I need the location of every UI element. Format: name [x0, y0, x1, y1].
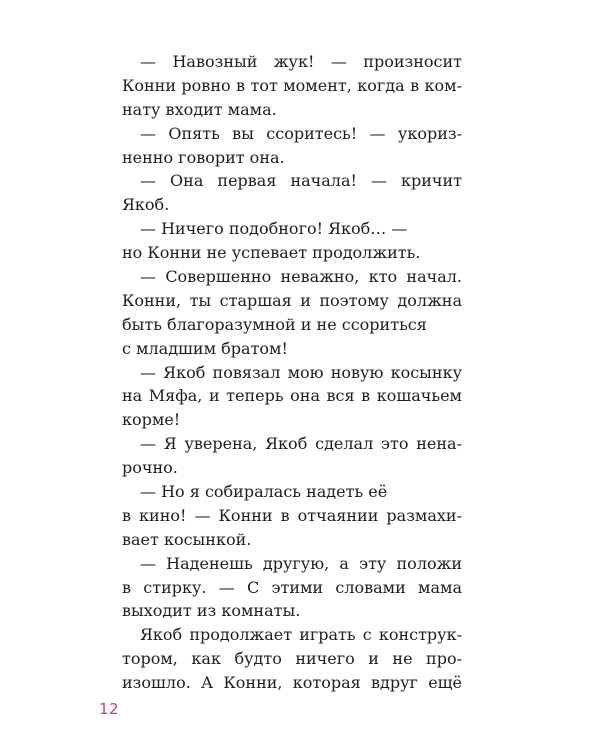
text-line: в кино! — Конни в отчаянии размахи-	[122, 505, 462, 525]
text-line: изошло. А Конни, которая вдруг ещё	[122, 673, 462, 693]
text-line: тором, как будто ничего и не про-	[122, 649, 462, 669]
text-line: — Совершенно неважно, кто начал.	[140, 267, 462, 287]
text-line: вает косынкой.	[122, 529, 252, 549]
text-line: Конни, ты старшая и поэтому должна	[122, 290, 462, 310]
text-line: ненно говорит она.	[122, 147, 285, 167]
page-body-text	[122, 50, 462, 695]
text-line: нату входит мама.	[122, 99, 277, 119]
page-number: 12	[99, 700, 120, 718]
text-line: Якоб продолжает играть с конструк-	[140, 625, 462, 645]
text-line: в стирку. — С этими словами мама	[122, 577, 462, 597]
text-line: на Мяфа, и теперь она вся в кошачьем	[122, 386, 462, 406]
text-line: но Конни не успевает продолжить.	[122, 243, 421, 263]
text-line: выходит из комнаты.	[122, 601, 301, 621]
text-line: Конни ровно в тот момент, когда в ком-	[122, 75, 462, 95]
text-line: — Наденешь другую, а эту положи	[140, 553, 462, 573]
text-line: с младшим братом!	[122, 338, 288, 358]
text-line: Якоб.	[122, 195, 170, 215]
text-line: — Навозный жук! — произносит	[140, 52, 462, 71]
text-line: — Я уверена, Якоб сделал это нена-	[140, 434, 462, 454]
text-line: корме!	[122, 410, 181, 430]
text-line: — Но я собиралась надеть её	[140, 482, 388, 502]
text-line: — Опять вы ссоритесь! — укориз-	[140, 123, 462, 143]
text-line: — Якоб повязал мою новую косынку	[140, 362, 462, 382]
text-line: — Ничего подобного! Якоб… —	[140, 219, 408, 239]
text-line: рочно.	[122, 458, 178, 478]
text-line: — Она первая начала! — кричит	[140, 171, 462, 191]
text-line: быть благоразумной и не ссориться	[122, 314, 427, 334]
